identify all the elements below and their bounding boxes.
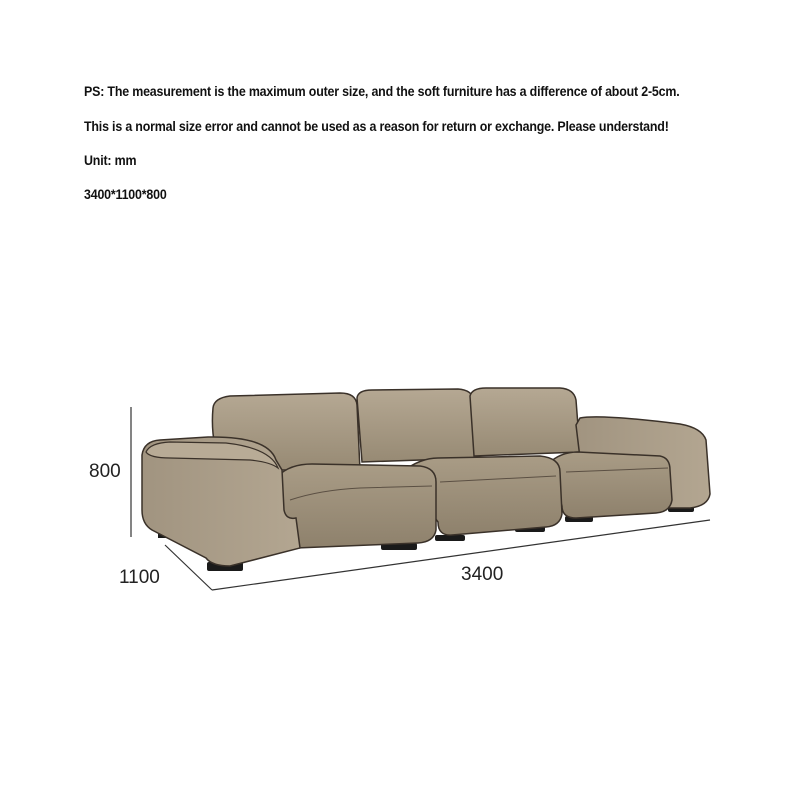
depth-dimension-label: 1100 [119,567,160,588]
back-cushion-middle [357,389,478,462]
seat-cushion-right [548,452,672,518]
height-dimension-label: 800 [89,461,121,482]
disclaimer-line-1: PS: The measurement is the maximum outer size, and the soft furniture has a difference of about 2-5cm. [84,84,680,99]
back-cushion-right [470,388,580,456]
seat-cushion-left [278,464,436,548]
width-dimension-label: 3400 [461,564,504,585]
unit-label: Unit: mm [84,153,137,168]
size-summary: 3400*1100*800 [84,187,167,202]
disclaimer-line-2: This is a normal size error and cannot be used as a reason for return or exchange. Please understand! [84,119,669,134]
